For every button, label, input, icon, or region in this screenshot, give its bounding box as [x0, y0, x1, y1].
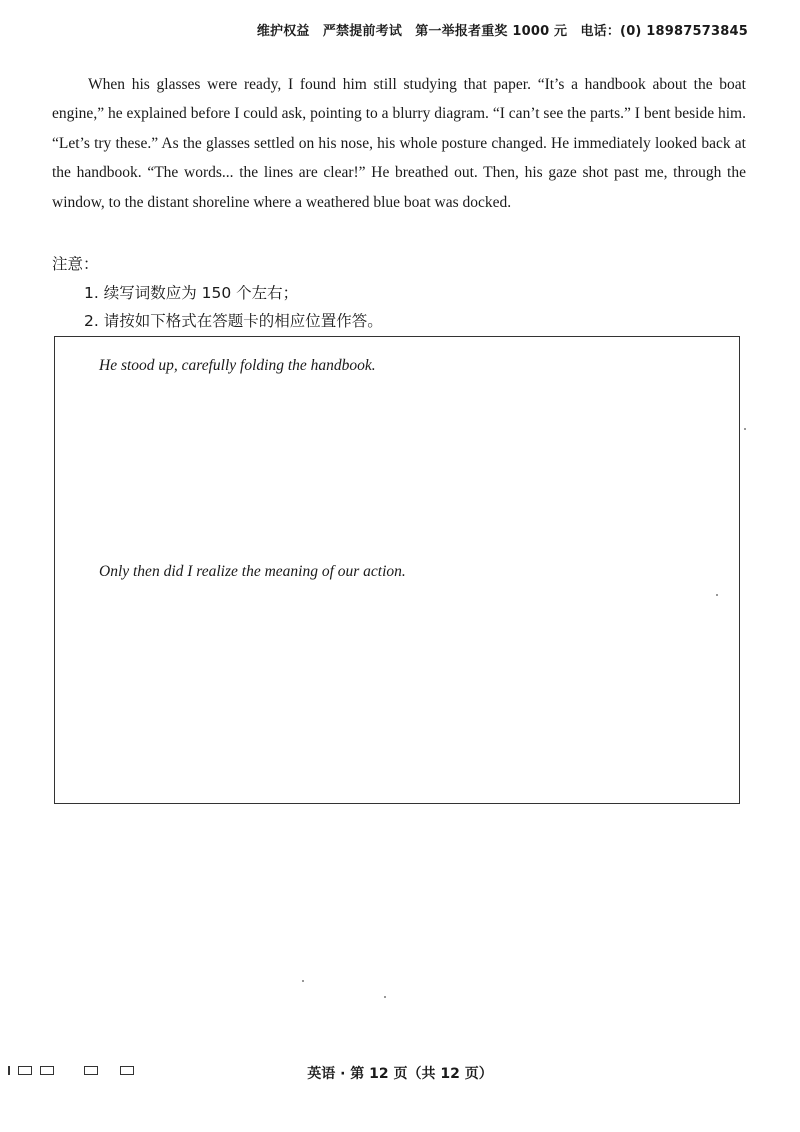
scan-speck	[384, 996, 386, 998]
page-footer: 英语 · 第 12 页（共 12 页）	[307, 1066, 493, 1082]
paragraph-1-opening: He stood up, carefully folding the handbook.	[99, 357, 376, 374]
answer-box[interactable]	[54, 336, 740, 804]
notes-list	[84, 279, 383, 335]
scan-speck	[716, 594, 718, 596]
note-item: 2. 请按如下格式在答题卡的相应位置作答。	[84, 312, 383, 330]
paragraph-2-opening: Only then did I realize the meaning of our action.	[99, 563, 406, 580]
page-header: 维护权益 严禁提前考试 第一举报者重奖 1000 元 电话：(0) 18987573845	[256, 24, 748, 39]
scan-speck	[744, 428, 746, 430]
story-passage: When his glasses were ready, I found him still studying that paper. “It’s a handbook about the boat engine,” he explained before I could ask, pointing to a blurry diagram. “I can’t see the parts.” I bent beside him. “Let’s try these.” As the glasses settled on his nose, his whole posture changed. He immediately looked back at the handbook. “The words... the lines are clear!” He breathed out. Then, his gaze shot past me, through the window, to the distant shoreline where a weathered blue boat was docked.	[52, 76, 746, 211]
scan-speck	[302, 980, 304, 982]
notes-title: 注意：	[52, 255, 99, 273]
note-item: 1. 续写词数应为 150 个左右；	[84, 284, 299, 302]
